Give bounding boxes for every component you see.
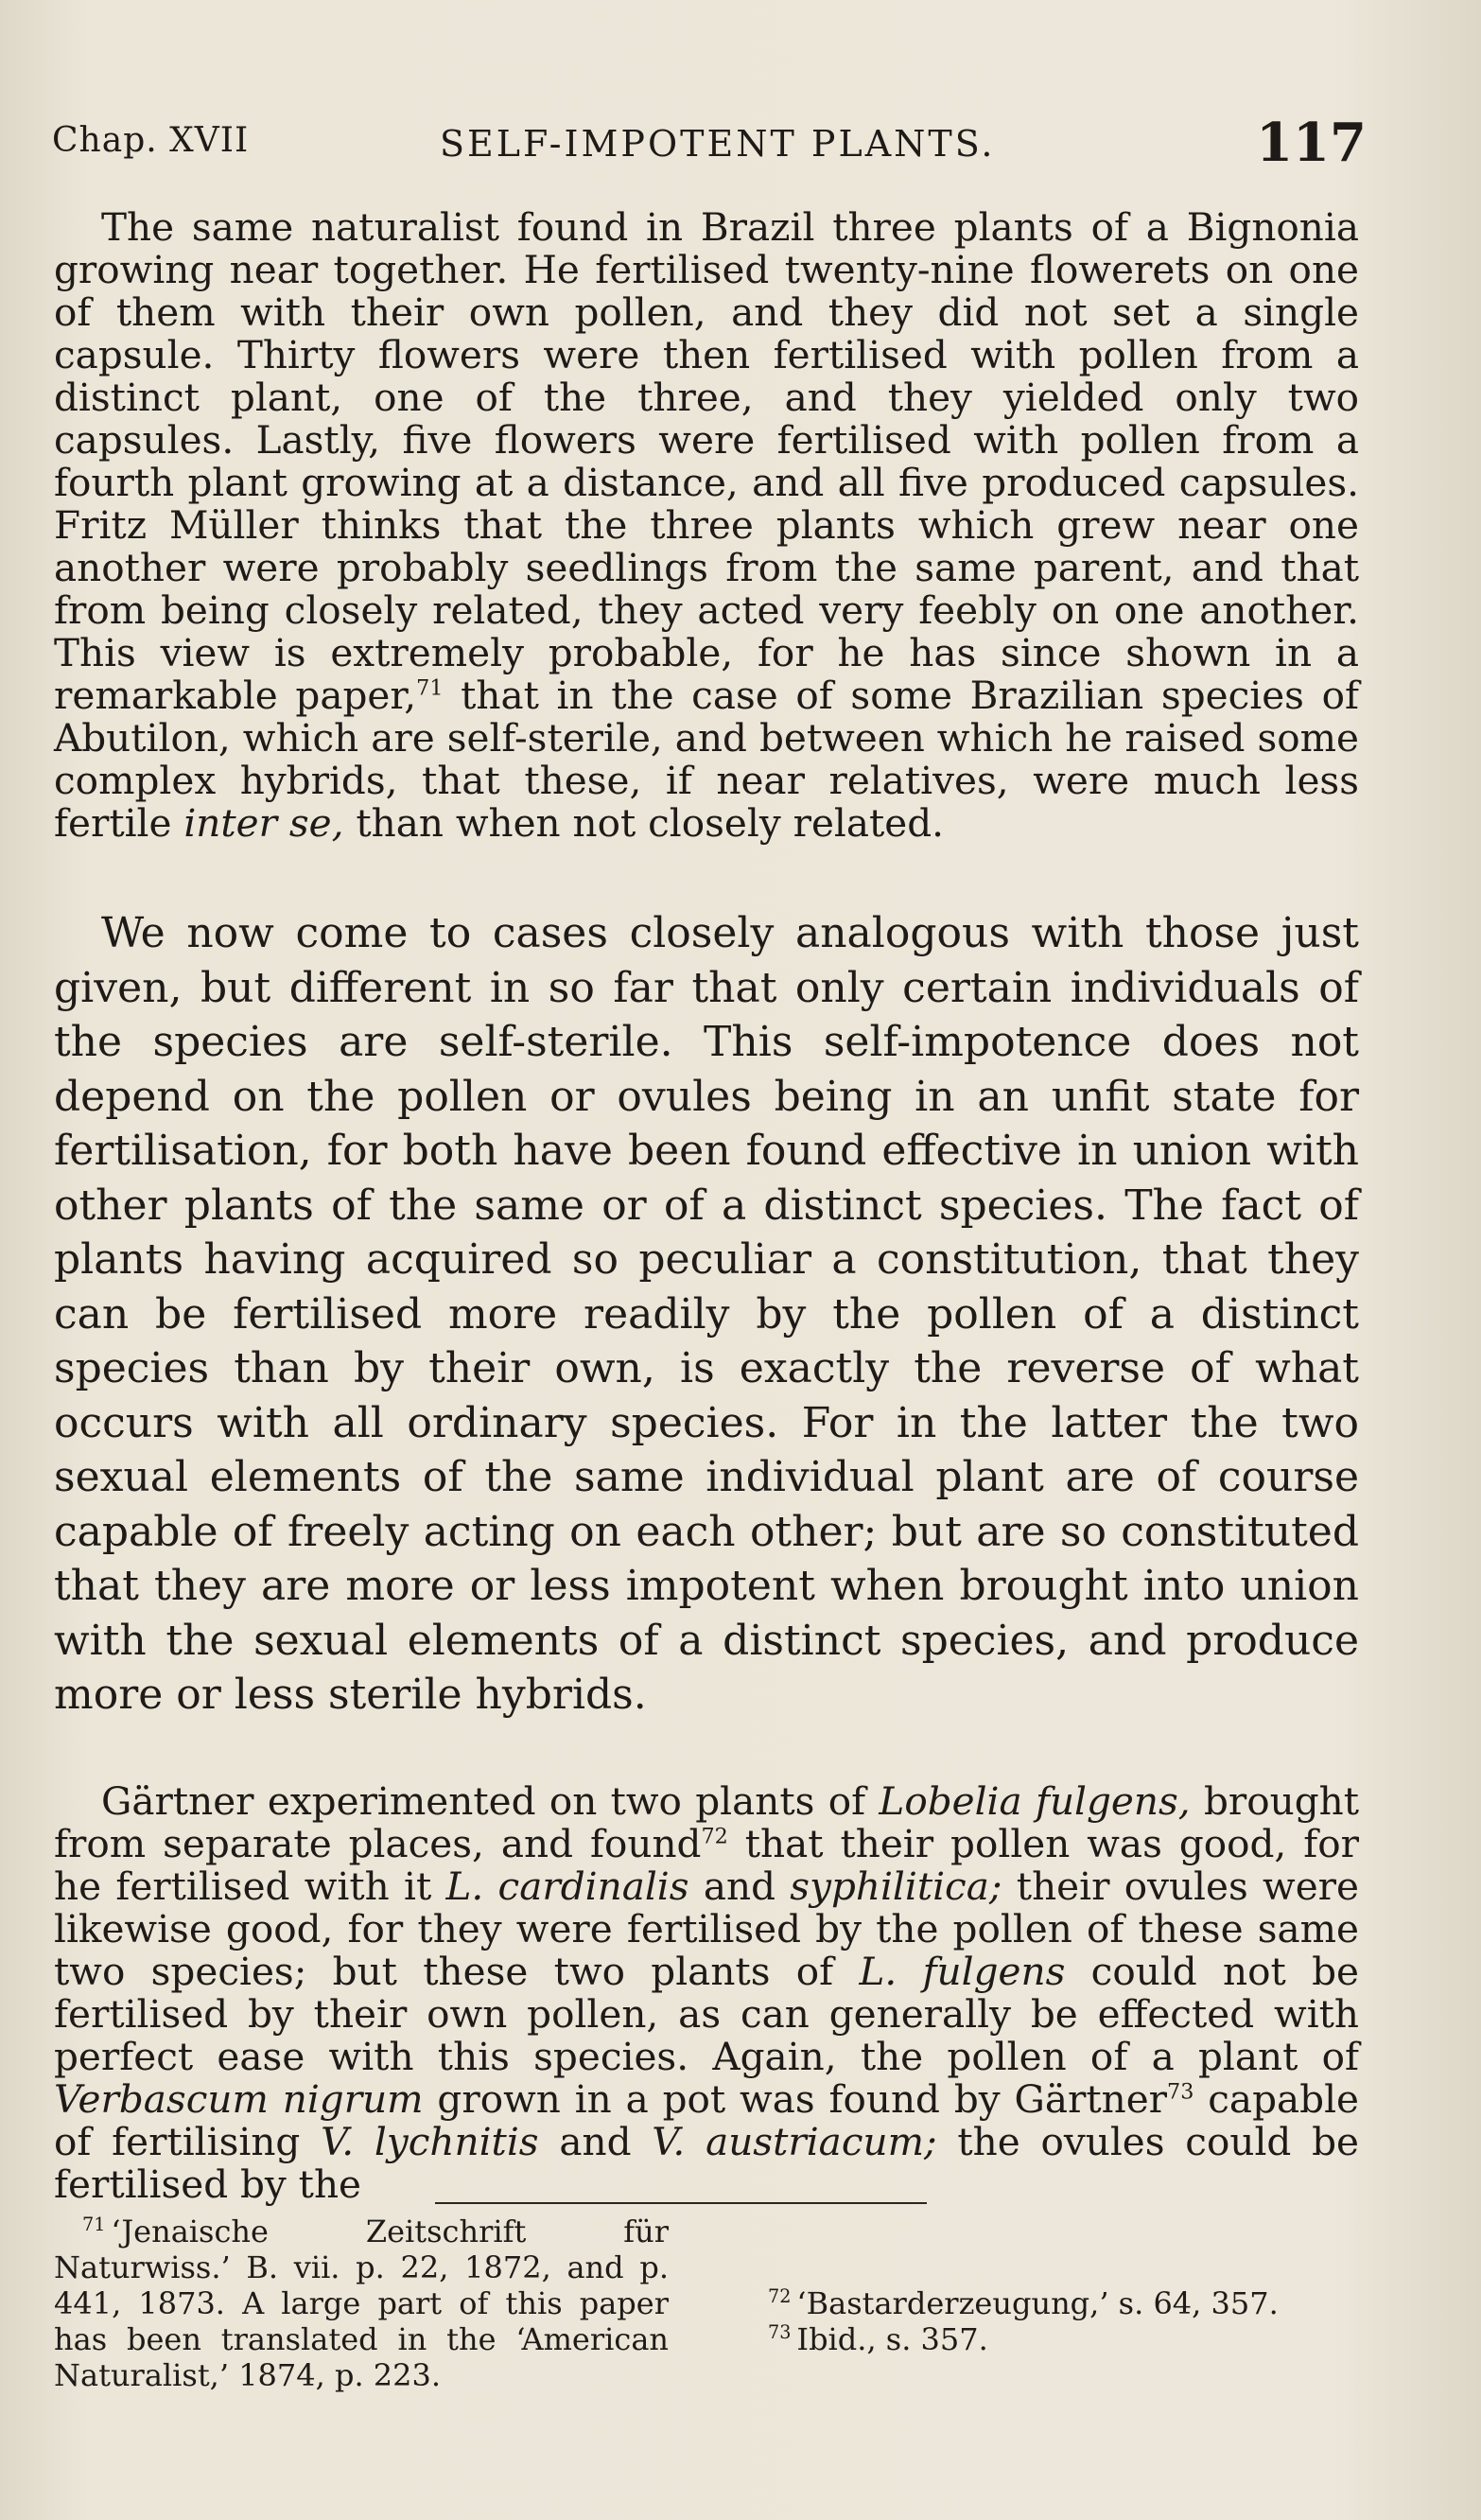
text-run: the ovules could be fertilised by the <box>54 2119 1359 2207</box>
text-run: and <box>538 2119 653 2164</box>
text-run: and <box>688 1864 791 1909</box>
running-header <box>52 112 1367 178</box>
paragraph-text <box>54 1780 1359 2206</box>
italic-l-fulgens: L. fulgens <box>859 1949 1066 1994</box>
footnote-73 <box>730 2321 1359 2357</box>
paragraph-bignonia <box>54 206 1359 845</box>
italic-verbascum-nigrum: Verbascum nigrum <box>54 2076 424 2122</box>
text-run: that their pollen was good, for he fertilised with it <box>54 1821 1359 1909</box>
paragraph-text <box>54 206 1359 845</box>
footnotes <box>54 2214 1359 2441</box>
paragraph-gartner-lobelia <box>54 1780 1359 2206</box>
italic-lobelia-fulgens: Lobelia fulgens, <box>879 1778 1191 1824</box>
footnote-mark-71: 71 <box>82 2214 106 2236</box>
footnote-ref-72: 72 <box>701 1824 728 1849</box>
italic-l-cardinalis: L. cardinalis <box>445 1864 689 1909</box>
text-run: that in the case of some Brazilian species of Abutilon, which are self-sterile, and between which he raised some complex hybrids, that these, if near relatives, were much less fertile <box>54 673 1359 846</box>
text-run: capable of fertilising <box>54 2076 1359 2164</box>
text-run: their ovules were likewise good, for they were fertilised by the pollen of these same two species; but these two plants of <box>54 1864 1360 1994</box>
text-run: than when not closely related. <box>343 800 945 846</box>
chapter-label: Chap. XVII <box>52 121 250 160</box>
footnote-73-text: Ibid., s. 357. <box>796 2321 988 2357</box>
italic-inter-se: inter se, <box>183 800 344 846</box>
footnote-ref-73: 73 <box>1167 2079 1194 2105</box>
footnote-72-text: ‘Bastarderzeugung,’ s. 64, 357. <box>796 2285 1279 2321</box>
footnote-column-right <box>730 2214 1359 2357</box>
footnote-mark-73: 73 <box>768 2321 792 2344</box>
italic-v-austriacum: V. austriacum; <box>652 2119 937 2164</box>
text-run: The same naturalist found in Brazil three plants of a Bignonia growing near together. He fertilised twenty-nine flowerets on one of them with their own pollen, and they did not set a single capsule. Thirty flowers were then fertilised with pollen from a distinct plant, one of the three, and they yielded only two capsules. Lastly, five flowers were fertilised with pollen from a fourth plant growing at a distance, and all five produced capsules. Fritz Müller thinks that the three plants which grew near one another were probably seedlings from the same parent, and that from being closely related, they acted very feebly on one another. This view is extremely probable, for he has since shown in a remarkable paper, <box>54 204 1359 718</box>
text-run: brought from separate places, and found <box>54 1778 1359 1866</box>
paragraph-self-sterile-individuals <box>54 906 1359 1723</box>
footnote-71 <box>54 2214 669 2393</box>
text-run: could not be fertilised by their own pollen, as can generally be effected with perfect ease with this species. Again, the pollen of a plant of <box>54 1949 1359 2079</box>
italic-syphilitica: syphilitica; <box>790 1864 1002 1909</box>
text-run: Gärtner experimented on two plants of <box>101 1778 880 1824</box>
italic-v-lychnitis: V. lychnitis <box>321 2119 539 2164</box>
footnote-divider <box>435 2202 927 2204</box>
page-number: 117 <box>1256 112 1367 174</box>
footnote-ref-71: 71 <box>416 675 444 701</box>
text-run: grown in a pot was found by Gärtner <box>423 2076 1168 2122</box>
footnote-column-left <box>54 2214 669 2393</box>
running-title: SELF-IMPOTENT PLANTS. <box>440 123 996 165</box>
footnote-71-text: ‘Jenaische Zeitschrift für Naturwiss.’ B. vii. p. 22, 1872, and p. 441, 1873. A large part of this paper has been translated in the ‘American Naturalist,’ 1874, p. 223. <box>54 2214 669 2393</box>
footnote-72 <box>730 2285 1359 2321</box>
paragraph-text: We now come to cases closely analogous with those just given, but different in so far that only certain individuals of the species are self-sterile. This self-impotence does not depend on the pollen or ovules being in an unfit state for fertilisation, for both have been found effective in union with other plants of the same or of a distinct species. The fact of plants having acquired so peculiar a constitution, that they can be fertilised more readily by the pollen of a distinct species than by their own, is exactly the reverse of what occurs with all ordinary species. For in the latter the two sexual elements of the same individual plant are of course capable of freely acting on each other; but are so constituted that they are more or less impotent when brought into union with the sexual elements of a distinct species, and produce more or less sterile hybrids. <box>54 909 1359 1719</box>
footnote-mark-72: 72 <box>768 2285 792 2308</box>
